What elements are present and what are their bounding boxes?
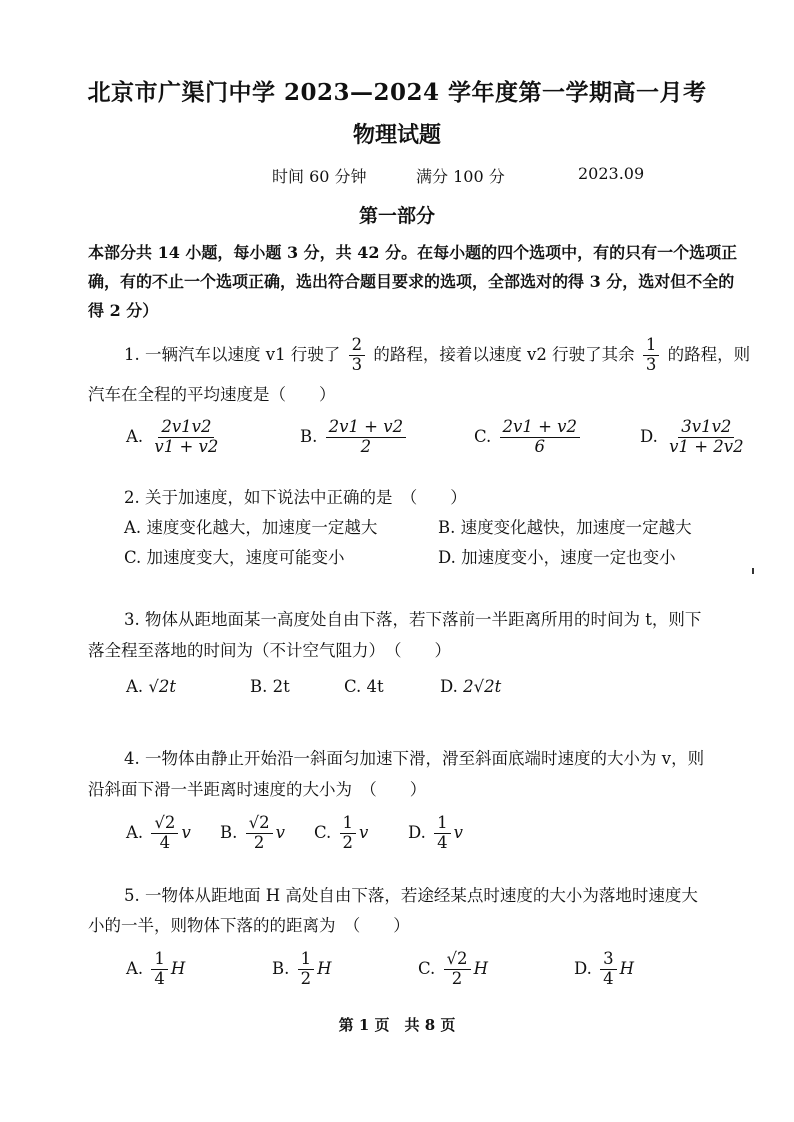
fraction-numerator: 2v1v2 — [158, 418, 214, 438]
question-5-option-c — [418, 950, 488, 989]
question-2-option-c — [124, 544, 345, 568]
option-variable: H — [619, 958, 635, 978]
question-2-line-1 — [124, 484, 467, 508]
option-variable: v — [275, 822, 285, 842]
scan-mark — [752, 568, 754, 574]
question-1-line-2: 汽车在全程的平均速度是（ ） — [88, 385, 336, 404]
question-1-text-a: 一辆汽车以速度 v1 行驶了 — [145, 344, 341, 364]
fraction-numerator: √2 — [444, 950, 471, 970]
question-5-line-1 — [124, 882, 698, 906]
option-fraction — [500, 418, 580, 457]
option-fraction — [151, 814, 178, 853]
exam-date: 2023.09 — [578, 164, 645, 183]
question-5-text: 一物体从距地面 H 高处自由下落，若途经某点时速度的大小为落地时速度大 — [145, 886, 698, 905]
option-label: D. — [574, 958, 592, 978]
exam-subtitle: 物理试题 — [352, 122, 441, 148]
option-label: D. — [640, 426, 658, 446]
question-1-option-b — [300, 418, 409, 457]
option-text: 2√2t — [463, 677, 502, 696]
question-2-option-d — [438, 544, 676, 568]
question-4-line-1 — [124, 745, 704, 769]
question-1-option-a — [126, 418, 224, 457]
option-label: B. — [272, 958, 290, 978]
fraction-numerator: 1 — [151, 950, 168, 970]
fraction-numerator: √2 — [151, 814, 178, 834]
option-variable: H — [170, 958, 186, 978]
fraction-denominator: 3 — [351, 354, 363, 374]
fraction-denominator: 4 — [159, 832, 171, 852]
question-1-text-b: 的路程，接着以速度 v2 行驶了其余 — [373, 344, 635, 364]
fraction-numerator: √2 — [246, 814, 273, 834]
option-label: B. — [220, 822, 238, 842]
option-fraction — [444, 950, 471, 989]
option-label: A. — [126, 958, 144, 978]
option-text: √2t — [148, 677, 177, 696]
option-fraction — [246, 814, 273, 853]
option-label: D. — [440, 677, 458, 696]
option-fraction — [151, 418, 221, 457]
fraction-denominator: 2 — [300, 968, 312, 988]
option-fraction — [298, 950, 315, 989]
option-label: C. — [124, 548, 142, 567]
option-label: B. — [300, 426, 318, 446]
option-label: C. — [474, 426, 492, 446]
fraction-denominator: 2 — [451, 968, 463, 988]
question-4-option-a — [126, 814, 191, 853]
option-label: A. — [126, 822, 144, 842]
fraction-denominator: v1 + 2v2 — [669, 436, 744, 456]
option-fraction — [340, 814, 357, 853]
fraction-numerator: 1 — [434, 814, 451, 834]
question-5-option-b — [272, 950, 332, 989]
option-fraction — [151, 950, 168, 989]
fraction-denominator: 2 — [342, 832, 354, 852]
option-variable: v — [181, 822, 191, 842]
exam-title: 北京市广渠门中学 2023—2024 学年度第一学期高一月考 — [87, 79, 707, 106]
question-3-line-1 — [124, 606, 701, 630]
question-1-fraction-two-thirds — [349, 336, 366, 375]
fraction-denominator: 2 — [253, 832, 265, 852]
option-variable: H — [473, 958, 488, 978]
section-title: 第一部分 — [358, 205, 435, 227]
option-label: A. — [124, 518, 142, 537]
question-2-text: 关于加速度，如下说法中正确的是 （ ） — [145, 488, 467, 507]
option-label: D. — [438, 548, 456, 567]
option-variable: v — [453, 822, 463, 842]
fraction-denominator: 6 — [534, 436, 546, 456]
fraction-numerator: 1 — [298, 950, 315, 970]
question-1-number: 1. — [124, 344, 140, 364]
exam-time: 时间 60 分钟 — [272, 167, 367, 186]
fraction-numerator: 1 — [340, 814, 357, 834]
fraction-denominator: 4 — [154, 968, 165, 988]
question-1-option-d — [640, 418, 750, 457]
option-text: 加速度变小，速度一定也变小 — [461, 548, 676, 567]
fraction-numerator: 2v1 + v2 — [500, 418, 580, 438]
question-5-number: 5. — [124, 886, 140, 905]
option-label: C. — [314, 822, 332, 842]
question-3-option-a — [126, 677, 176, 696]
question-2-number: 2. — [124, 488, 140, 507]
question-2-option-b — [438, 514, 692, 538]
option-label: A. — [126, 677, 144, 696]
option-variable: H — [317, 958, 332, 978]
question-5-option-d — [574, 950, 634, 989]
question-3-number: 3. — [124, 610, 140, 629]
question-4-option-b — [220, 814, 285, 853]
option-fraction — [600, 950, 617, 989]
option-text: 速度变化越快，加速度一定越大 — [460, 518, 692, 537]
question-1-fraction-one-third — [643, 336, 660, 375]
question-2-option-a — [124, 514, 377, 538]
option-text: 速度变化越大，加速度一定越大 — [146, 518, 378, 537]
fraction-denominator: 4 — [437, 832, 448, 852]
question-1-line-1 — [124, 336, 750, 375]
question-3-text: 物体从距地面某一高度处自由下落，若下落前一半距离所用的时间为 t，则下 — [145, 610, 702, 629]
option-text: 2t — [272, 677, 290, 696]
page-footer: 第 1 页 共 8 页 — [338, 1016, 456, 1034]
question-3-line-2: 落全程至落地的时间为（不计空气阻力） （ ） — [88, 641, 451, 660]
fraction-denominator: 3 — [645, 354, 657, 374]
option-label: D. — [408, 822, 426, 842]
option-text: 加速度变大，速度可能变小 — [146, 548, 345, 567]
question-5-option-a — [126, 950, 185, 989]
option-label: A. — [126, 426, 144, 446]
fraction-denominator: 4 — [603, 968, 614, 988]
exam-score: 满分 100 分 — [416, 167, 505, 186]
question-1-option-c — [474, 418, 583, 457]
option-fraction — [326, 418, 406, 457]
question-4-option-c — [314, 814, 368, 853]
question-3-option-c — [344, 677, 384, 696]
question-1-text-c: 的路程，则 — [667, 344, 751, 364]
question-5-line-2: 小的一半，则物体下落的的距离为 （ ） — [88, 916, 410, 935]
option-label: B. — [438, 518, 456, 537]
question-3-option-d — [440, 677, 501, 696]
option-fraction — [434, 814, 451, 853]
option-label: C. — [344, 677, 362, 696]
fraction-numerator: 3v1v2 — [678, 418, 734, 438]
option-label: B. — [250, 677, 268, 696]
fraction-denominator: v1 + v2 — [154, 436, 219, 456]
option-text: 4t — [366, 677, 384, 696]
question-4-number: 4. — [124, 749, 140, 768]
fraction-numerator: 3 — [600, 950, 617, 970]
fraction-denominator: 2 — [360, 436, 372, 456]
fraction-numerator: 2v1 + v2 — [326, 418, 406, 438]
question-4-line-2: 沿斜面下滑一半距离时速度的大小为 （ ） — [88, 780, 427, 799]
section-instructions: 本部分共 14 小题，每小题 3 分，共 42 分。在每小题的四个选项中，有的只有一个选项正确，有的不止一个选项正确，选出符合题目要求的选项，全部选对的得 3 分，选对但不全的得 2 分） — [88, 243, 738, 320]
option-fraction — [666, 418, 746, 457]
question-3-option-b — [250, 677, 290, 696]
option-variable: v — [359, 822, 369, 842]
question-4-option-d — [408, 814, 463, 853]
fraction-numerator: 1 — [643, 336, 660, 356]
option-label: C. — [418, 958, 436, 978]
question-4-text: 一物体由静止开始沿一斜面匀加速下滑，滑至斜面底端时速度的大小为 v，则 — [145, 749, 705, 768]
fraction-numerator: 2 — [349, 336, 366, 356]
